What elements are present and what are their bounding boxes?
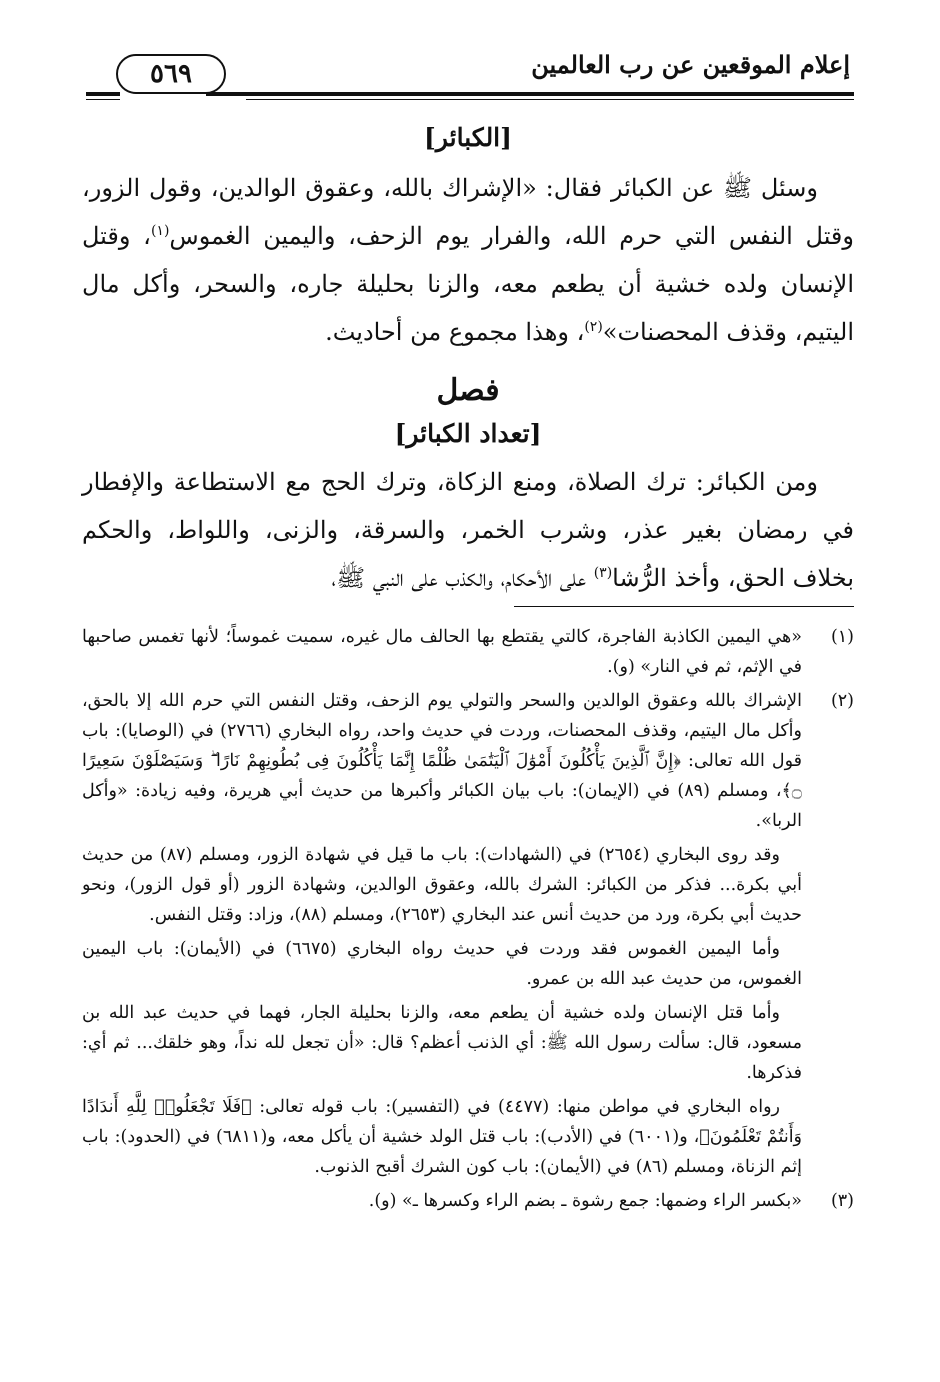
paragraph-taadad-part1: ومن الكبائر: ترك الصلاة، ومنع الزكاة، وترك الحج مع الاستطاعة والإفطار في رمضان بغير عذر، وشرب الخمر، والسرقة، والزنى، واللواط، والحكم بخلاف الحق، وأخذ الرُّشا — [82, 468, 855, 592]
fasl-heading: فصل — [436, 373, 500, 408]
footnote-3-number: (٣) — [830, 1191, 854, 1211]
footnote-2-sub-1: وقد روى البخاري (٢٦٥٤) في (الشهادات): باب ما قيل في شهادة الزور، ومسلم (٨٧) من حديث أبي بكرة... فذكر من الكبائر: الشرك بالله، وعقوق الوالدين، وشهادة الزور (أو قول الزور)، ونحو حديث أبي بكرة، ورد من حديث أنس عند البخاري (٢٦٥٣)، ومسلم (٨٨)، وزاد: وقتل النفس. — [82, 845, 802, 925]
footnote-3 — [82, 1186, 854, 1216]
footnote-1-text: «هي اليمين الكاذبة الفاجرة، كالتي يقتطع بها الحالف مال غيره، سميت غموساً؛ لأنها تغمس صاحبها في الإثم، ثم في النار» (و). — [82, 627, 802, 677]
paragraph-taadad-part2: على الأحكام، والكذب على النبي ﷺ، — [331, 564, 594, 592]
header-rule-thin — [246, 99, 854, 100]
paragraph-kabair-part2: ، وقتل الإنسان ولده خشية أن يطعم معه، والزنا بحليلة جاره، والسحر، وأكل مال اليتيم، وقذف المحصنات» — [82, 222, 854, 346]
header-rule-thick — [206, 92, 854, 96]
paragraph-kabair-part1: وسئل ﷺ عن الكبائر فقال: «الإشراك بالله، وعقوق الوالدين، وقول الزور، وقتل النفس التي حرم الله، والفرار يوم الزحف، واليمين الغموس — [82, 174, 854, 250]
footnote-1-number: (١) — [830, 627, 854, 647]
footnote-2-sub-4: رواه البخاري في مواطن منها: (٤٤٧٧) في (التفسير): باب قوله تعالى: ﴿فَلَا تَجْعَلُوا۟ لِلَّهِ أَندَادًا وَأَنتُمْ تَعْلَمُونَ﴾، و(٦٠٠١) في (الأدب): باب قتل الولد خشية أن يأكل معه، و(٦٨١١) في (الحدود): باب إثم الزناة، ومسلم (٨٦) في (الأيمان): باب كون الشرك أقبح الذنوب. — [82, 1097, 803, 1177]
footnote-3-text: «بكسر الراء وضمها: جمع رشوة ـ بضم الراء وكسرها ـ» (و). — [368, 1191, 802, 1211]
book-title: إعلام الموقعين عن رب العالمين — [531, 50, 850, 79]
page-header — [86, 44, 854, 102]
footnote-2 — [82, 686, 854, 836]
section-heading-taadad: [تعداد الكبائر] — [394, 419, 542, 448]
footnote-ref-2[interactable]: (٢) — [584, 319, 603, 335]
paragraph-kabair-part3: ، وهذا مجموع من أحاديث. — [325, 318, 585, 346]
footnote-2-number: (٢) — [830, 691, 854, 711]
paragraph-kabair — [82, 164, 854, 356]
footnote-2-text: الإشراك بالله وعقوق الوالدين والسحر والتولي يوم الزحف، وقتل النفس التي حرم الله إلا بالحق، وأكل مال اليتيم، وقذف المحصنات، وردت في حديث واحد، رواه البخاري (٢٧٦٦) في (الوصايا): باب قول الله تعالى: ﴿إِنَّ ٱلَّذِينَ يَأْكُلُونَ أَمْوَٰلَ ٱلْيَتَٰمَىٰ ظُلْمًا إِنَّمَا يَأْكُلُونَ فِى بُطُونِهِمْ نَارًا ۖ وَسَيَصْلَوْنَ سَعِيرًا ۝﴾، ومسلم (٨٩) في (الإيمان): باب بيان الكبائر وأكبرها من حديث أبي هريرة، وفيه زيادة: «وأكل الربا». — [82, 691, 802, 831]
footnote-separator — [514, 606, 854, 607]
header-rule-left-thick — [86, 92, 120, 96]
section-heading-kabair: [الكبائر] — [424, 123, 512, 152]
footnotes — [82, 622, 854, 1220]
header-rule-left-thin — [86, 99, 120, 100]
footnote-2-sub-3: وأما قتل الإنسان ولده خشية أن يطعم معه، والزنا بحليلة الجار، فهما في حديث عبد الله بن مسعود، قال: سألت رسول الله ﷺ: أي الذنب أعظم؟ قال: «أن تجعل لله نداً، وهو خلقك... ثم أي: فذكرها. — [82, 1003, 802, 1083]
paragraph-taadad — [82, 458, 854, 602]
footnote-2-sub-2: وأما اليمين الغموس فقد وردت في حديث رواه البخاري (٦٦٧٥) في (الأيمان): باب اليمين الغموس، من حديث عبد الله بن عمرو. — [82, 939, 802, 989]
main-text — [82, 118, 854, 602]
footnote-ref-1[interactable]: (١) — [150, 223, 170, 239]
page-number: ٥٦٩ — [116, 54, 226, 94]
footnote-ref-3[interactable]: (٣) — [593, 565, 613, 581]
footnote-1 — [82, 622, 854, 682]
